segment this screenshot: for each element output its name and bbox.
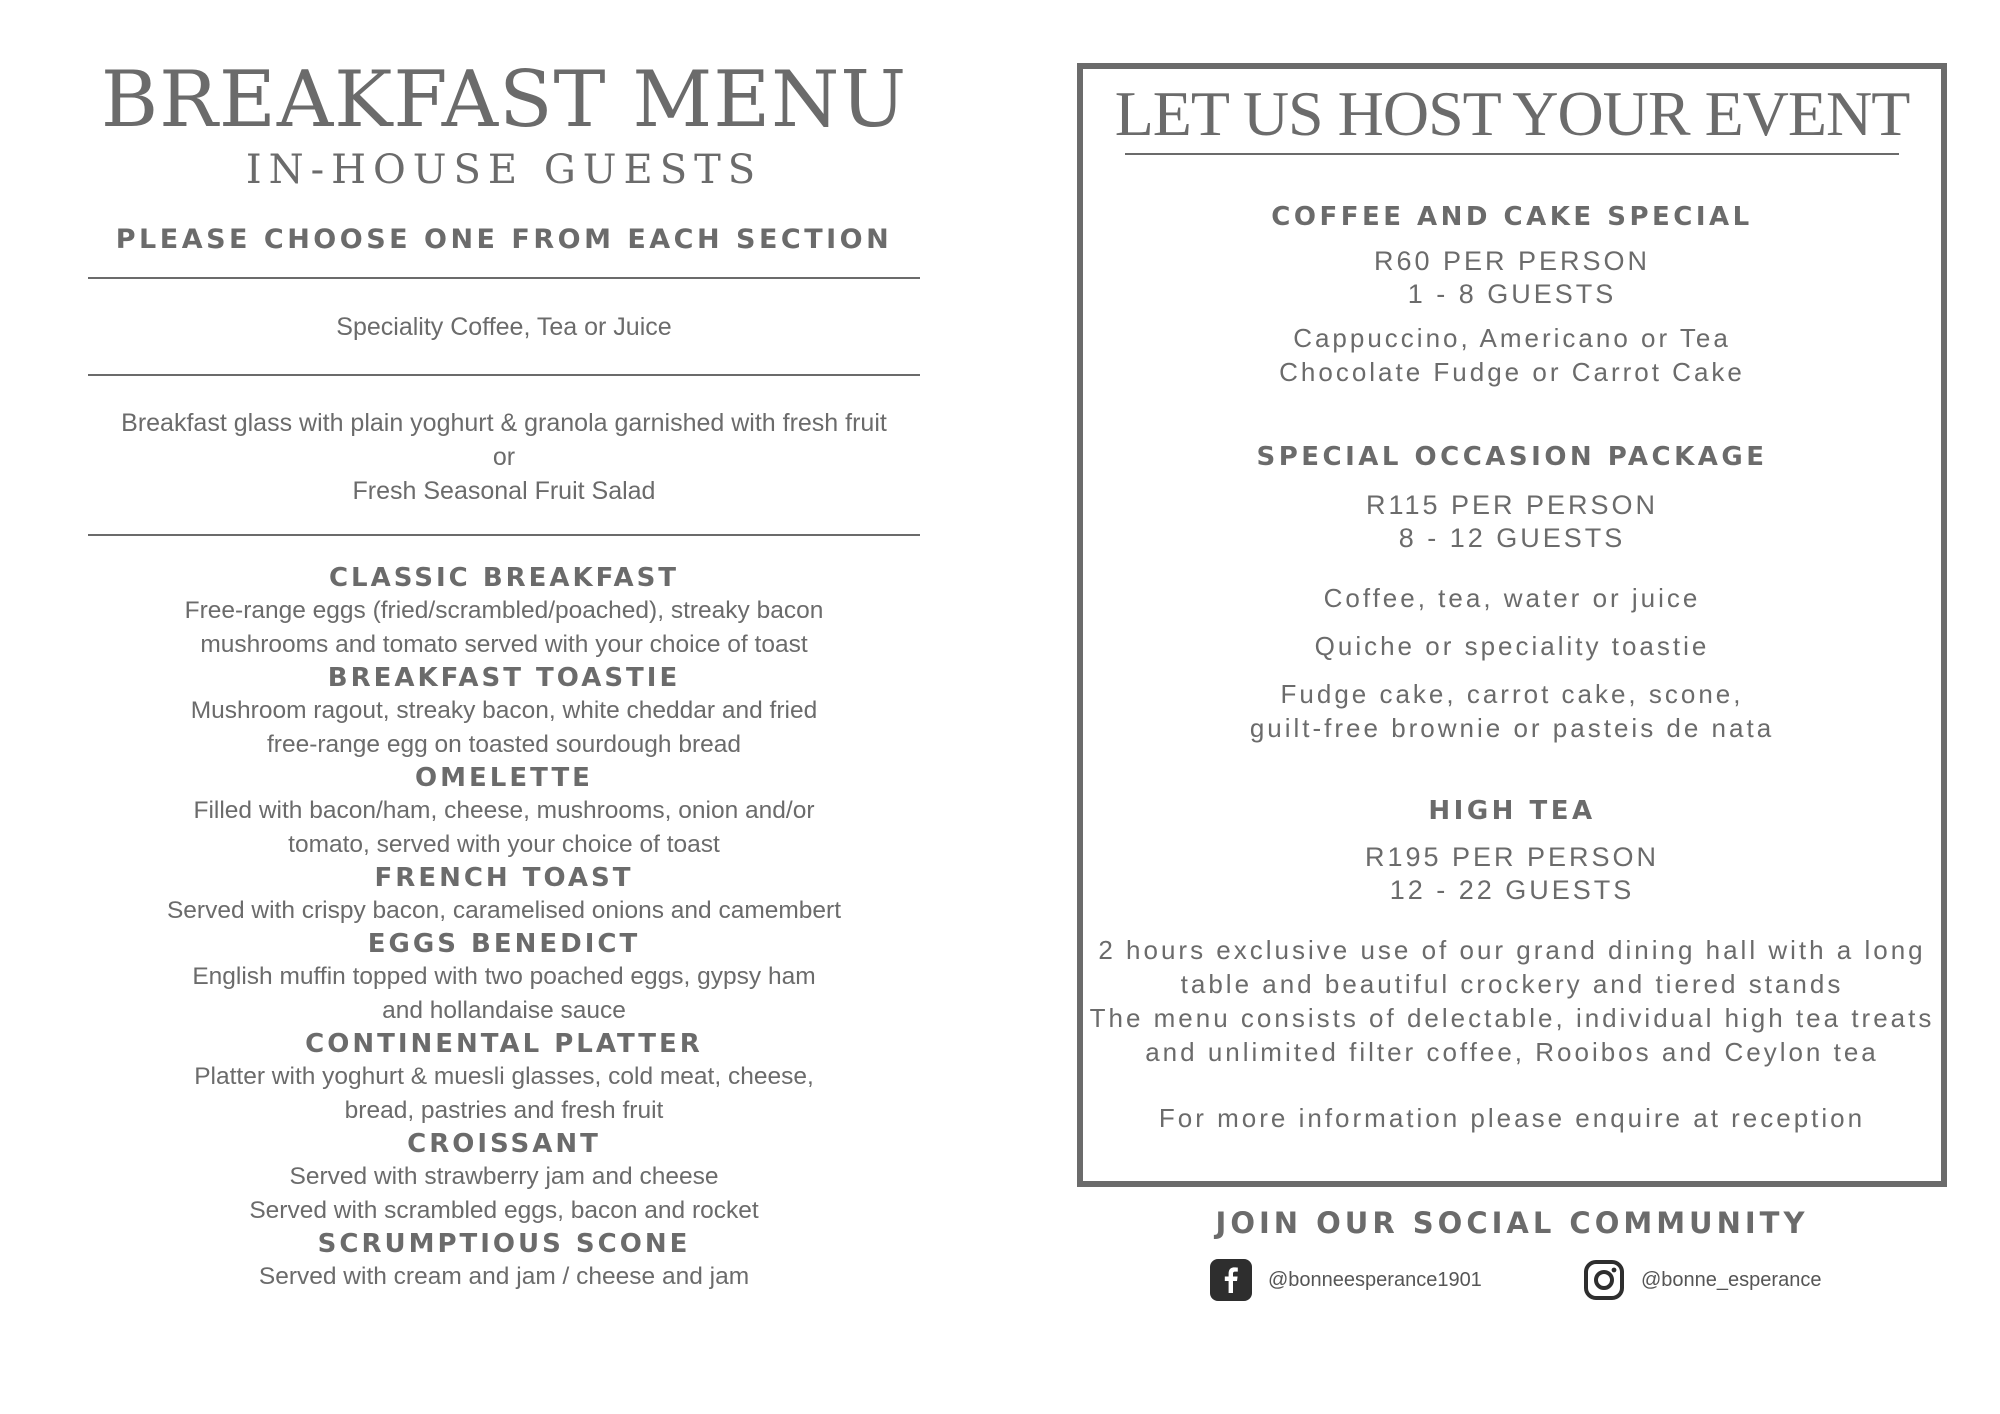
item-desc: Filled with bacon/ham, cheese, mushrooms, onion and/or [193,797,815,824]
breakfast-menu [88,55,920,1294]
package-special-occasion [1083,441,1941,745]
menu-item-breakfast-toastie [88,662,920,762]
starter-line: Fresh Seasonal Fruit Salad [352,477,656,505]
menu-subtitle: IN-HOUSE GUESTS [245,147,763,193]
item-desc: Served with scrambled eggs, bacon and rocket [249,1197,759,1224]
package-guests: 1 - 8 GUESTS [1407,279,1617,309]
item-desc: mushrooms and tomato served with your choice of toast [200,631,808,658]
drinks-section: Speciality Coffee, Tea or Juice [336,313,672,341]
menu-item-french-toast [88,862,920,928]
menu-item-croissant [88,1128,920,1228]
social-instagram[interactable] [1583,1257,1821,1303]
package-desc: Fudge cake, carrot cake, scone, [1280,679,1744,709]
item-desc: Free-range eggs (fried/scrambled/poached), streaky bacon [184,597,824,624]
item-title: SCRUMPTIOUS SCONE [317,1229,691,1259]
package-desc: Chocolate Fudge or Carrot Cake [1279,357,1745,387]
package-desc: Coffee, tea, water or juice [1323,583,1701,613]
item-title: OMELETTE [415,763,593,793]
package-price: R195 PER PERSON [1364,842,1660,872]
event-box [1077,63,1947,1187]
package-title: COFFEE AND CAKE SPECIAL [1271,202,1753,232]
menu-item-omelette [88,762,920,862]
starter-line: Breakfast glass with plain yoghurt & granola garnished with fresh fruit [121,409,887,437]
package-coffee-cake [1083,201,1941,389]
item-desc: Mushroom ragout, streaky bacon, white cheddar and fried [190,697,818,724]
package-price: R60 PER PERSON [1373,246,1651,276]
item-desc: Served with cream and jam / cheese and jam [258,1263,750,1290]
package-desc: 2 hours exclusive use of our grand dining hall with a long [1098,935,1926,965]
item-title: CONTINENTAL PLATTER [305,1029,703,1059]
item-title: CROISSANT [407,1129,601,1159]
package-desc: Quiche or speciality toastie [1314,631,1710,661]
menu-title: BREAKFAST MENU [100,55,908,145]
main-items [88,536,920,1294]
item-title: FRENCH TOAST [374,863,634,893]
package-guests: 12 - 22 GUESTS [1389,875,1635,905]
instagram-handle[interactable]: @bonne_esperance [1641,1268,1822,1291]
package-price: R115 PER PERSON [1365,490,1659,520]
facebook-icon[interactable] [1210,1259,1252,1301]
package-desc: Cappuccino, Americano or Tea [1293,323,1731,353]
item-desc: bread, pastries and fresh fruit [344,1097,664,1124]
package-desc: table and beautiful crockery and tiered stands [1180,969,1844,999]
menu-instruction: PLEASE CHOOSE ONE FROM EACH SECTION [115,224,893,255]
item-desc: free-range egg on toasted sourdough bread [266,731,742,758]
item-desc: Platter with yoghurt & muesli glasses, cold meat, cheese, [194,1063,814,1090]
item-desc: Served with strawberry jam and cheese [289,1163,719,1190]
facebook-handle[interactable]: @bonneesperance1901 [1268,1268,1482,1291]
info-note: For more information please enquire at reception [1158,1103,1866,1133]
starter-or: or [492,443,516,471]
item-desc: tomato, served with your choice of toast [288,831,720,858]
social-title: JOIN OUR SOCIAL COMMUNITY [1215,1206,1809,1240]
item-desc: Served with crispy bacon, caramelised onions and camembert [166,897,842,924]
package-title: HIGH TEA [1428,796,1596,826]
package-high-tea [1083,795,1941,1069]
package-desc: The menu consists of delectable, individual high tea treats [1089,1003,1935,1033]
social-facebook[interactable] [1210,1257,1482,1303]
menu-item-eggs-benedict [88,928,920,1028]
instagram-icon[interactable] [1583,1259,1625,1301]
item-desc: and hollandaise sauce [382,997,626,1024]
menu-item-continental-platter [88,1028,920,1128]
package-guests: 8 - 12 GUESTS [1398,523,1626,553]
item-title: BREAKFAST TOASTIE [327,663,681,693]
item-desc: English muffin topped with two poached eggs, gypsy ham [192,963,816,990]
package-title: SPECIAL OCCASION PACKAGE [1256,442,1768,472]
event-title: LET US HOST YOUR EVENT [1114,78,1910,149]
package-desc: and unlimited filter coffee, Rooibos and Ceylon tea [1145,1037,1879,1067]
starter-section [88,376,920,534]
divider [1125,153,1899,155]
item-title: CLASSIC BREAKFAST [328,563,680,593]
item-title: EGGS BENEDICT [367,929,641,959]
menu-item-scrumptious-scone [88,1228,920,1294]
package-desc: guilt-free brownie or pasteis de nata [1249,713,1775,743]
menu-item-classic-breakfast [88,562,920,662]
